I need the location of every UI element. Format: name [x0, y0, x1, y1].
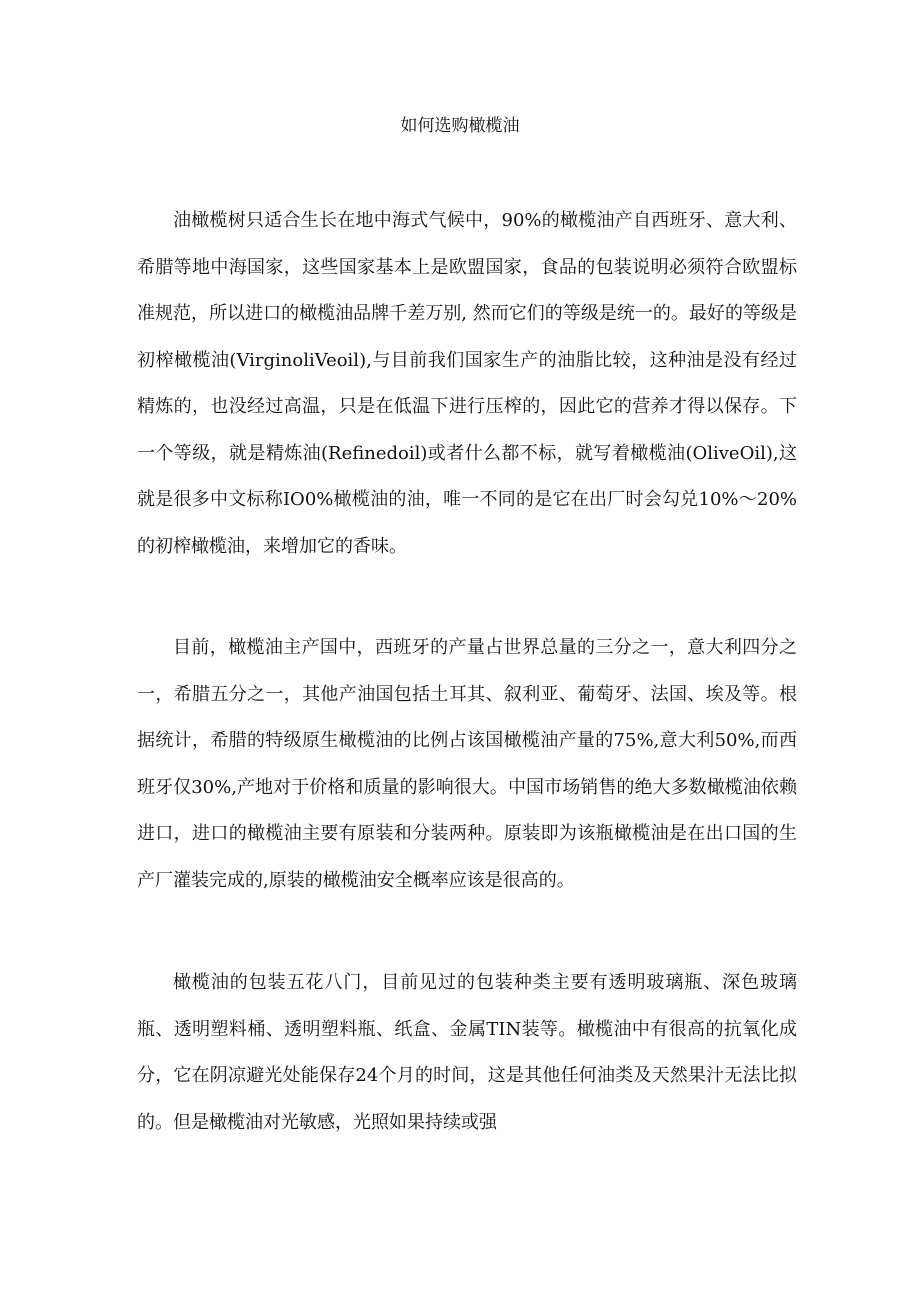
paragraph-1: 油橄榄树只适合生长在地中海式气候中，90%的橄榄油产自西班牙、意大利、希腊等地中海国家，这些国家基本上是欧盟国家，食品的包装说明必须符合欧盟标准规范，所以进口的橄榄油品牌千差万别, 然而它们的等级是统一的。最好的等级是初榨橄榄油(VirginoliVeoil),与目前我们国家生产的油脂比较，这种油是没有经过精炼的，也没经过高温，只是在低温下进行压榨的，因此它的营养才得以保存。下一个等级，就是精炼油(Refinedoil)或者什么都不标，就写着橄榄油(OliveOil),这就是很多中文标称IO0%橄榄油的油，唯一不同的是它在出厂时会勾兑10%～20%的初榨橄榄油，来增加它的香味。 [137, 210, 797, 557]
page-title: 如何选购橄榄油 [400, 116, 520, 136]
paragraph-2: 目前，橄榄油主产国中，西班牙的产量占世界总量的三分之一，意大利四分之一，希腊五分之一，其他产油国包括土耳其、叙利亚、葡萄牙、法国、埃及等。根据统计，希腊的特级原生橄榄油的比例占该国橄榄油产量的75%,意大利50%,而西班牙仅30%,产地对于价格和质量的影响很大。中国市场销售的绝大多数橄榄油依赖进口，进口的橄榄油主要有原装和分装两种。原装即为该瓶橄榄油是在出口国的生产厂灌装完成的,原装的橄榄油安全概率应该是很高的。 [137, 637, 797, 891]
paragraph-3: 橄榄油的包装五花八门，目前见过的包装种类主要有透明玻璃瓶、深色玻璃瓶、透明塑料桶、透明塑料瓶、纸盒、金属TIN装等。橄榄油中有很高的抗氧化成分，它在阴凉避光处能保存24个月的时间，这是其他任何油类及天然果汁无法比拟的。但是橄榄油对光敏感，光照如果持续或强 [137, 972, 797, 1133]
